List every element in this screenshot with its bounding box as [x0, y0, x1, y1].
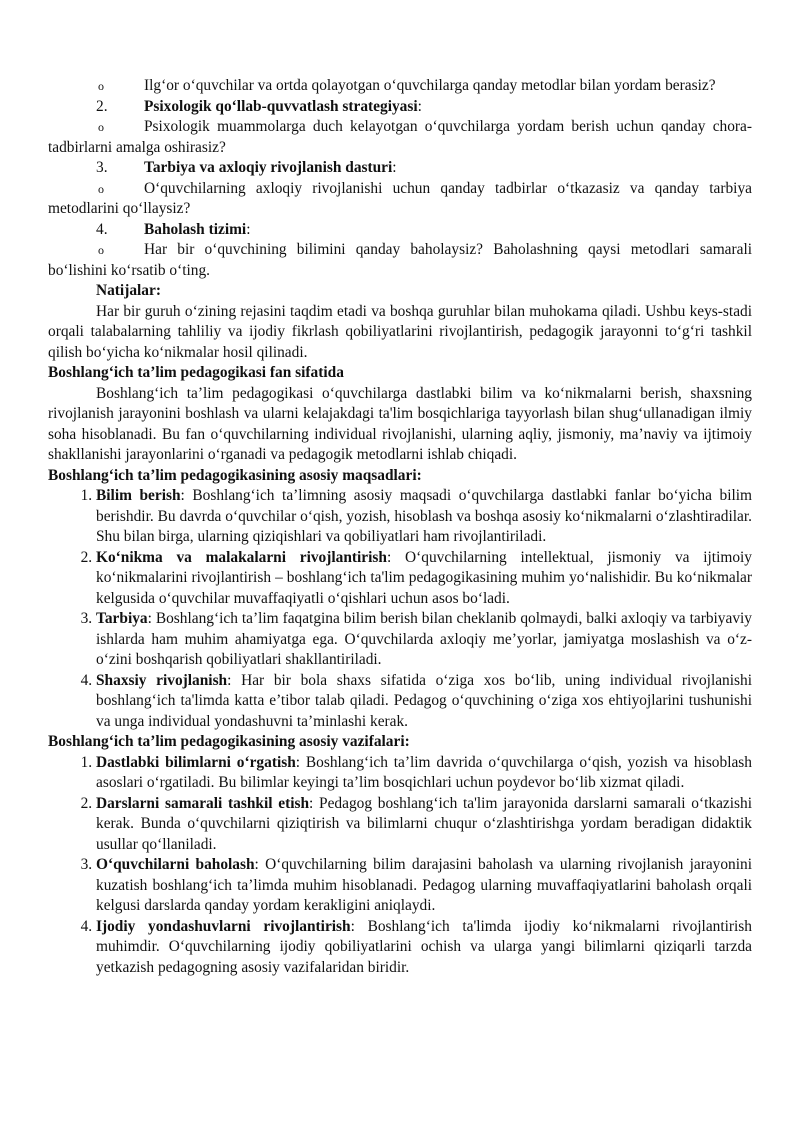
section-paragraph: Boshlang‘ich ta’lim pedagogikasi o‘quvchilarga dastlabki bilim va ko‘nikmalarni berish, shaxsning rivojlanish jarayonini boshlash va ularni kelajakdagi ta'lim bosqichlariga tayyorlash bilan shug‘ullanadigan ilmiy soha hisoblanadi. Bu fan o‘quvchilarning individual rivojlanishi, ularning aqliy, jismoniy, ma’naviy va ijtimoiy shakllanishi jarayonlarini o‘rganadi va pedagogik metodlarni ishlab chiqadi.	[48, 384, 752, 463]
list-item-text: Psixologik muammolarga duch kelayotgan o‘quvchilarga yordam berish uchun qanday chora-tadbirlarni amalga oshirasiz?	[48, 118, 752, 156]
list-item	[48, 117, 752, 158]
list-item-title: Shaxsiy rivojlanish	[96, 671, 228, 689]
list-item-title: Baholash tizimi	[144, 220, 247, 238]
list-item-text: : Har bir bola shaxs sifatida o‘ziga xos bo‘lib, uning individual rivojlanishi boshlang‘ich ta'limda katta e’tibor talab qiladi. Pedagog o‘quvchining o‘ziga xos ehtiyojlarini tushunishi va unga individual yondashuvni ta’minlashi kerak.	[96, 671, 752, 730]
list-item	[48, 179, 752, 220]
top-list	[48, 76, 752, 281]
list-item-text: : Boshlang‘ich ta'limda ijodiy ko‘nikmalarni rivojlantirish muhimdir. O‘quvchilarning ijodiy qobiliyatlarini ochish va ularga yangi bilimlarni qiziqarli tarzda yetkazish pedagogning asosiy vazifalaridan biridir.	[96, 917, 752, 976]
section-heading: Boshlang‘ich ta’lim pedagogikasi fan sifatida	[48, 364, 344, 381]
list-item	[96, 855, 752, 917]
list-item-text: O‘quvchilarning axloqiy rivojlanishi uchun qanday tadbirlar o‘tkazasiz va qanday tarbiya metodlarini qo‘llaysiz?	[48, 179, 752, 217]
list-item-text: : Boshlang‘ich ta’lim davrida o‘quvchilarga o‘qish, yozish va hisoblash asoslari o‘rgatiladi. Bu bilimlar keyingi ta’lim bosqichlari uchun poydevor bo‘lib xizmat qiladi.	[96, 753, 752, 791]
list-item	[96, 609, 752, 671]
list-item	[48, 240, 752, 281]
list-item	[48, 158, 752, 179]
list-item	[96, 486, 752, 548]
bullet-marker: o	[98, 243, 104, 257]
list-item-text: : O‘quvchilarning bilim darajasini baholash va ularning rivojlanish jarayonini kuzatish boshlang‘ich ta’limda muhim hisoblanadi. Pedagog ularning muvaffaqiyatlarini baholash orqali kelgusi darslarda qanday yordam kerakligini aniqlaydi.	[96, 856, 752, 914]
results-paragraph: Har bir guruh o‘zining rejasini taqdim etadi va boshqa guruhlar bilan muhokama qiladi. Ushbu keys-stadi orqali talabalarning tahliliy va ijodiy fikrlash qobiliyatlarini rivojlantirish, pedagogik jarayonni to‘g‘ri tashkil qilish bo‘yicha ko‘nikmalar hosil qilinadi.	[48, 302, 752, 361]
tasks-heading: Boshlang‘ich ta’lim pedagogikasining asosiy vazifalari:	[48, 733, 410, 750]
list-item-title: O‘quvchilarni baholash	[96, 856, 255, 873]
bullet-marker: o	[98, 79, 104, 93]
list-item	[96, 917, 752, 979]
results-title: Natijalar:	[96, 282, 161, 299]
list-item	[48, 97, 752, 118]
list-item-title: Bilim berish	[96, 487, 181, 504]
number-marker: 3.	[96, 159, 108, 176]
list-item-text: : Boshlang‘ich ta’limning asosiy maqsadi o‘quvchilarga dastlabki fanlar bo‘yicha bilim berishdir. Bu davrda o‘quvchilar o‘qish, yozish, hisoblash va boshqa asosiy ko‘nikmalarni o‘zlashtiradilar. Shu bilan birga, ularning qiziqishlari va qobiliyatlari ham rivojlantiriladi.	[96, 487, 752, 545]
list-item-suffix: :	[392, 159, 397, 176]
goals-heading: Boshlang‘ich ta’lim pedagogikasining asosiy maqsadlari:	[48, 466, 422, 484]
list-item-suffix: :	[246, 220, 251, 238]
list-item-text: Ilg‘or o‘quvchilar va ortda qolayotgan o‘quvchilarga qanday metodlar bilan yordam berasiz?	[144, 77, 716, 94]
list-item-title: Darslarni samarali tashkil etish	[96, 794, 310, 812]
list-item	[48, 76, 752, 97]
bullet-marker: o	[98, 181, 104, 196]
list-item-suffix: :	[417, 97, 422, 115]
list-item	[96, 753, 752, 794]
number-marker: 2.	[96, 97, 108, 115]
list-item	[96, 548, 752, 610]
list-item-text: : Boshlang‘ich ta’lim faqatgina bilim berish bilan cheklanib qolmaydi, balki axloqiy va tarbiyaviy ishlarda ham muhim ahamiyatga ega. O‘quvchilarda axloqiy me’yorlar, jamiyatga moslashish va o‘z-o‘zini boshqarish qobiliyatlari shakllantiriladi.	[96, 610, 752, 668]
list-item	[96, 794, 752, 856]
list-item-title: Psixologik qo‘llab-quvvatlash strategiyasi	[144, 97, 418, 115]
list-item-title: Tarbiya va axloqiy rivojlanish dasturi	[144, 159, 393, 176]
list-item	[96, 671, 752, 733]
list-item-text: Har bir o‘quvchining bilimini qanday baholaysiz? Baholashning qaysi metodlari samarali bo‘lishini ko‘rsatib o‘ting.	[48, 241, 752, 279]
list-item-text: : O‘quvchilarning intellektual, jismoniy va ijtimoiy ko‘nikmalarini rivojlantirish – boshlang‘ich ta'lim pedagogikasining muhim yo‘nalishidir. Bu ko‘nikmalar kelgusida o‘quvchilar muvaffaqiyatli o‘qishlari uchun asos bo‘ladi.	[96, 548, 752, 607]
list-item-title: Dastlabki bilimlarni o‘rgatish	[96, 753, 296, 771]
document-page	[48, 76, 752, 978]
list-item-text: : Pedagog boshlang‘ich ta'lim jarayonida darslarni samarali o‘tkazishi kerak. Bunda o‘quvchilarni qiziqtirish va bilimlarni chuqur o‘zlashtirishga yordam beradigan didaktik usullar qo‘llaniladi.	[96, 794, 752, 853]
list-item	[48, 220, 752, 241]
tasks-list	[48, 753, 752, 979]
number-marker: 4.	[96, 220, 108, 238]
goals-list	[48, 486, 752, 732]
list-item-title: Ko‘nikma va malakalarni rivojlantirish	[96, 548, 387, 566]
list-item-title: Tarbiya	[96, 610, 148, 627]
list-item-title: Ijodiy yondashuvlarni rivojlantirish	[96, 917, 351, 935]
bullet-marker: o	[98, 120, 104, 134]
